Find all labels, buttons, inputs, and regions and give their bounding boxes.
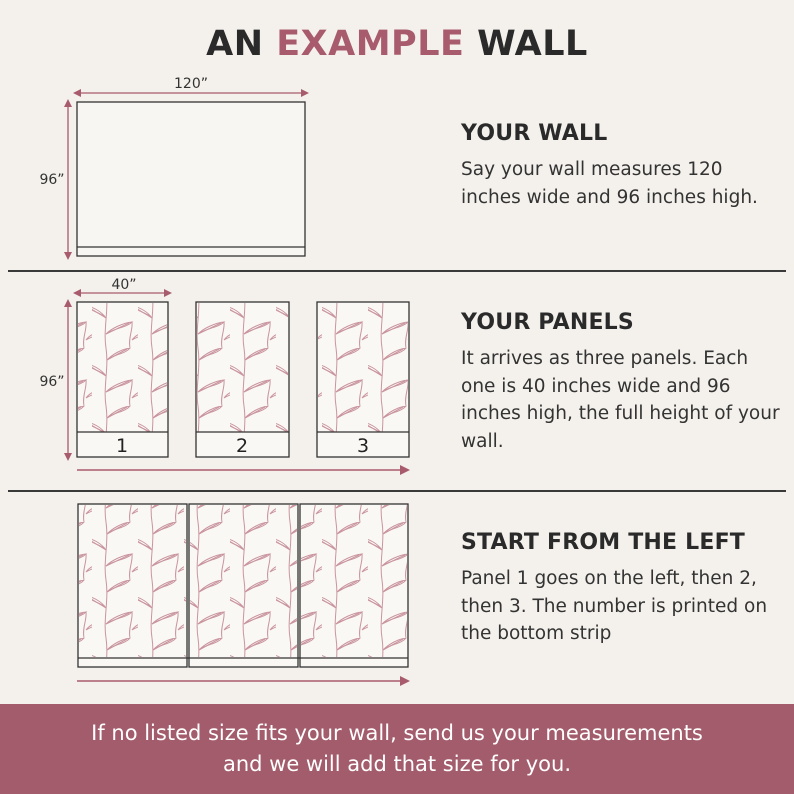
title-accent: EXAMPLE <box>276 24 465 64</box>
panel-height-label: 96” <box>39 374 65 390</box>
installed-diagram <box>77 504 408 681</box>
install-text <box>461 530 781 648</box>
panels-heading: YOUR PANELS <box>461 310 634 335</box>
wall-width-label: 120” <box>174 76 208 92</box>
installed-panel-1-pattern <box>79 505 186 657</box>
section-divider-1 <box>8 270 786 272</box>
wall-heading: YOUR WALL <box>461 121 608 146</box>
panel-width-label: 40” <box>111 277 137 293</box>
footer-line-1: If no listed size fits your wall, send us your measurements <box>91 721 703 745</box>
panel-2-pattern <box>197 303 288 432</box>
wall-diagram <box>39 76 305 256</box>
panels-diagram <box>39 277 409 470</box>
install-heading: START FROM THE LEFT <box>461 530 745 555</box>
panels-body: It arrives as three panels. Each one is 40 inches wide and 96 inches high, the full height of your wall. <box>461 348 780 452</box>
panel-3-pattern <box>318 303 408 432</box>
title-prefix: AN <box>206 24 264 64</box>
wall-text <box>461 121 781 211</box>
footer-banner <box>0 704 794 794</box>
title-suffix: WALL <box>477 24 588 64</box>
footer-line-2: and we will add that size for you. <box>222 752 572 776</box>
install-body: Panel 1 goes on the left, then 2, then 3. The number is printed on the bottom strip <box>461 568 768 644</box>
wall-body: Say your wall measures 120 inches wide and 96 inches high. <box>461 159 758 208</box>
wall-rectangle <box>77 102 305 256</box>
installed-panel-3-pattern <box>301 505 407 657</box>
wall-height-label: 96” <box>39 172 65 188</box>
panels-text <box>461 310 781 455</box>
installed-panel-2-pattern <box>190 505 297 657</box>
panel-1-number: 1 <box>115 435 129 457</box>
panel-1 <box>77 302 168 457</box>
panel-1-pattern <box>78 303 167 432</box>
panel-2 <box>196 302 289 457</box>
panel-2-number: 2 <box>235 435 249 457</box>
section-divider-2 <box>8 490 786 492</box>
panel-3-number: 3 <box>356 435 370 457</box>
panel-3 <box>317 302 409 457</box>
